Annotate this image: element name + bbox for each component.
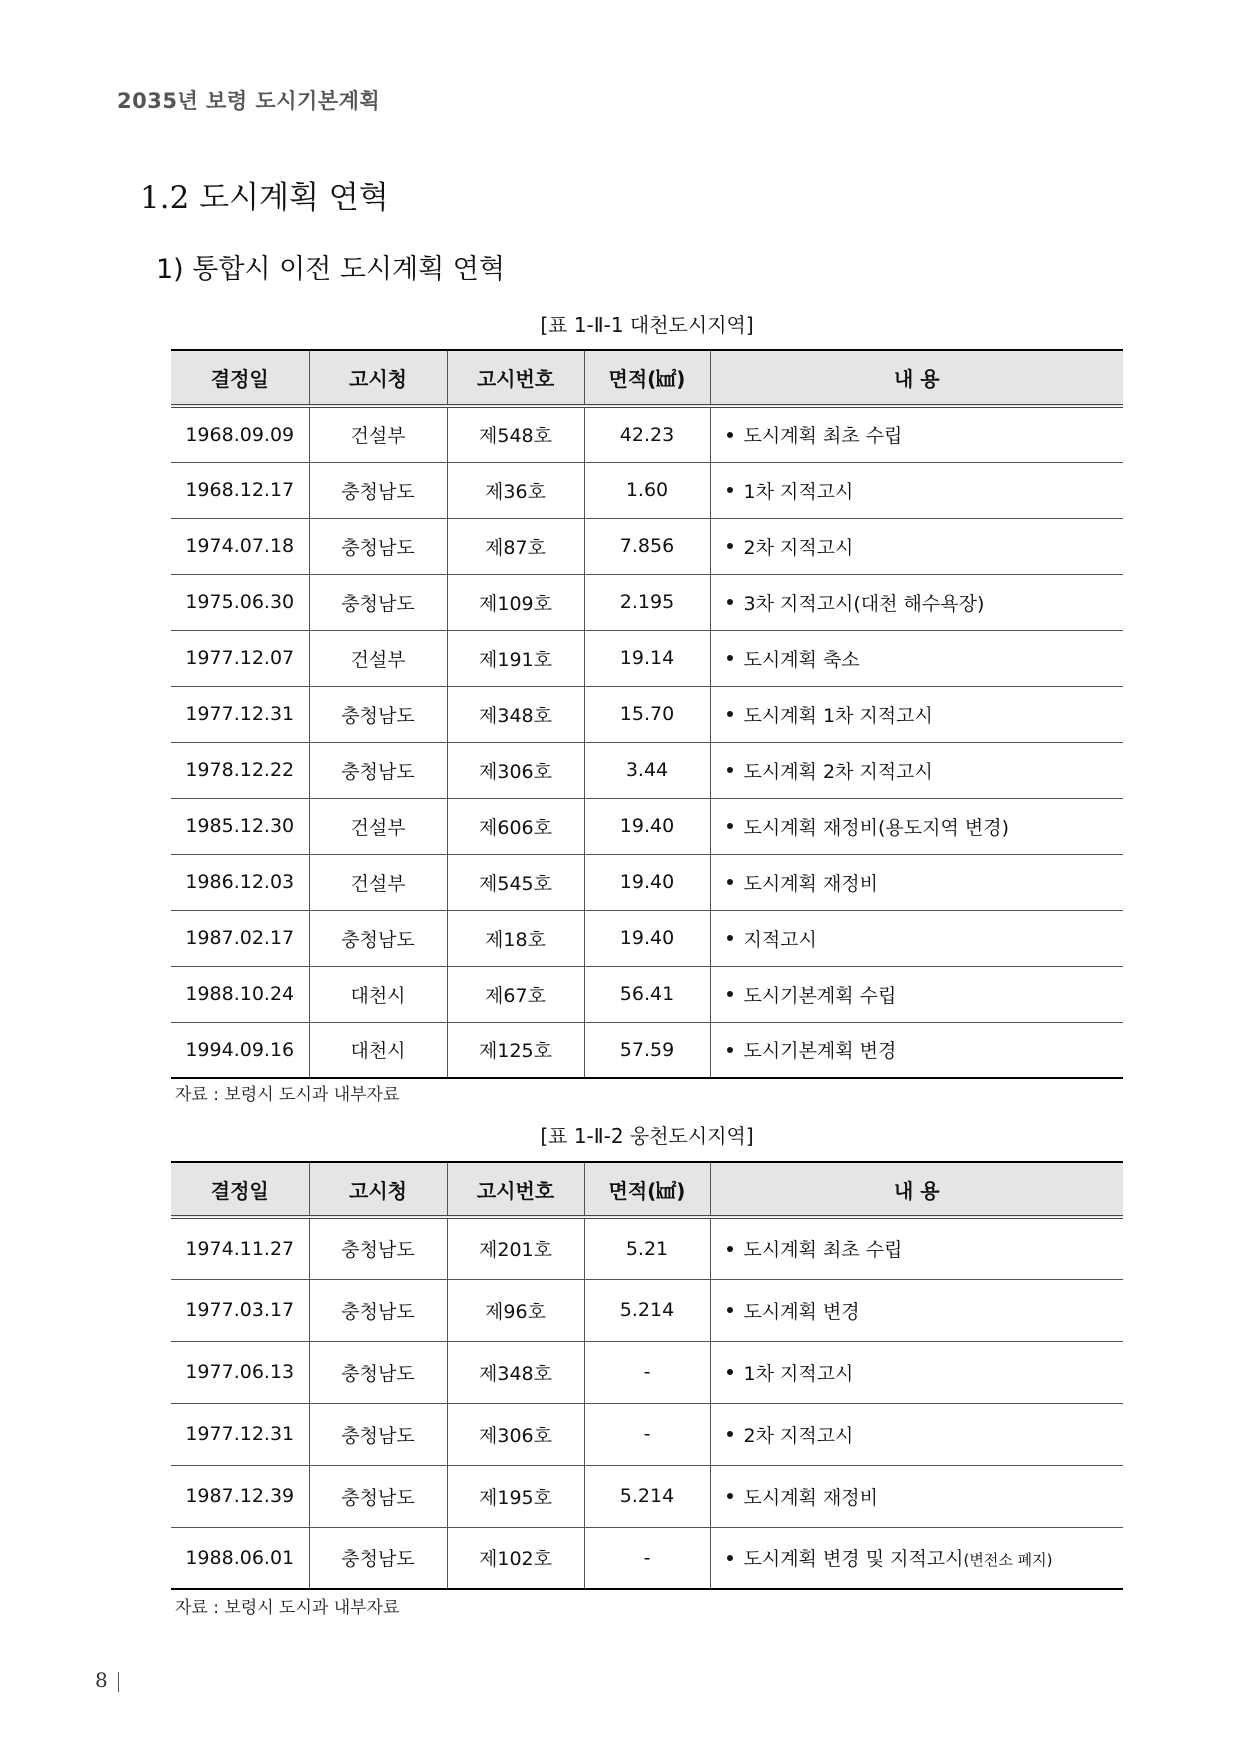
bullet-icon <box>727 935 733 941</box>
cell-area: 19.40 <box>584 910 710 966</box>
bullet-icon <box>727 1555 733 1561</box>
cell-authority: 건설부 <box>309 798 447 854</box>
cell-content <box>710 1527 1123 1589</box>
content-text: 지적고시 <box>743 928 817 951</box>
table-row <box>171 1217 1123 1279</box>
cell-notice-no: 제96호 <box>447 1279 584 1341</box>
cell-authority: 충청남도 <box>309 742 447 798</box>
data-table <box>171 1161 1123 1590</box>
column-header-area: 면적(㎢) <box>584 1162 710 1217</box>
cell-notice-no: 제201호 <box>447 1217 584 1279</box>
column-header-content: 내 용 <box>710 1162 1123 1217</box>
cell-authority: 충청남도 <box>309 1341 447 1403</box>
cell-date: 1974.11.27 <box>185 1237 295 1260</box>
cell-content <box>710 854 1123 910</box>
cell-area: - <box>584 1403 710 1465</box>
bullet-icon <box>727 711 733 717</box>
column-header-area: 면적(㎢) <box>584 350 710 406</box>
column-header-content: 내 용 <box>710 350 1123 406</box>
content-text: 도시계획 최초 수립 <box>743 1239 903 1262</box>
content-text: 도시기본계획 변경 <box>743 1040 897 1063</box>
cell-content <box>710 630 1123 686</box>
section-title: 1.2 도시계획 연혁 <box>140 180 389 216</box>
bullet-icon <box>727 599 733 605</box>
table-row <box>171 798 1123 854</box>
cell-authority: 충청남도 <box>309 518 447 574</box>
content-text: 도시계획 재정비(용도지역 변경) <box>743 816 1010 839</box>
data-table <box>171 349 1123 1079</box>
cell-notice-no: 제348호 <box>447 1341 584 1403</box>
table-row <box>171 518 1123 574</box>
cell-content <box>710 462 1123 518</box>
bullet-icon <box>727 1493 733 1499</box>
cell-area: 5.214 <box>584 1279 710 1341</box>
cell-date: 1977.12.31 <box>171 1403 309 1465</box>
table-row <box>171 630 1123 686</box>
cell-date: 1975.06.30 <box>171 574 309 630</box>
table-source-note: 자료 : 보령시 도시과 내부자료 <box>175 1085 400 1105</box>
bullet-icon <box>727 1431 733 1437</box>
content-text: 도시계획 축소 <box>743 648 860 671</box>
content-note: (변전소 폐지) <box>963 1551 1053 1570</box>
cell-area: 1.60 <box>584 462 710 518</box>
column-header-authority: 고시청 <box>309 1162 447 1217</box>
cell-area: 3.44 <box>584 742 710 798</box>
cell-notice-no: 제306호 <box>447 1403 584 1465</box>
bullet-icon <box>727 1246 733 1252</box>
cell-authority: 대천시 <box>309 1022 447 1078</box>
table-row <box>171 742 1123 798</box>
cell-notice-no: 제87호 <box>447 518 584 574</box>
cell-notice-no: 제548호 <box>447 406 584 462</box>
content-text: 도시계획 변경 및 지적고시 <box>743 1548 964 1571</box>
cell-area: 56.41 <box>584 966 710 1022</box>
cell-content <box>710 1217 1123 1279</box>
table-row <box>171 1341 1123 1403</box>
page-number: 8 <box>95 1668 108 1692</box>
cell-authority: 충청남도 <box>309 1217 447 1279</box>
bullet-icon <box>727 1369 733 1375</box>
table-caption: [표 1-Ⅱ-1 대천도시지역] <box>540 313 754 337</box>
bullet-icon <box>727 432 733 438</box>
cell-notice-no: 제67호 <box>447 966 584 1022</box>
column-header-notice-no: 고시번호 <box>447 1162 584 1217</box>
cell-date: 1986.12.03 <box>171 854 309 910</box>
cell-content <box>710 1403 1123 1465</box>
bullet-icon <box>727 655 733 661</box>
cell-date: 1987.02.17 <box>171 910 309 966</box>
cell-area: - <box>584 1341 710 1403</box>
cell-date: 1978.12.22 <box>171 742 309 798</box>
bullet-icon <box>727 487 733 493</box>
cell-date: 1977.06.13 <box>171 1341 309 1403</box>
table-header-row <box>171 1162 1123 1217</box>
column-header-authority: 고시청 <box>309 350 447 406</box>
content-text: 도시계획 1차 지적고시 <box>743 704 933 727</box>
column-header-notice-no: 고시번호 <box>447 350 584 406</box>
cell-content <box>710 742 1123 798</box>
cell-date: 1988.06.01 <box>171 1527 309 1589</box>
page-footer <box>95 1668 119 1692</box>
table-row <box>171 854 1123 910</box>
bullet-icon <box>727 823 733 829</box>
cell-date: 1985.12.30 <box>171 798 309 854</box>
cell-notice-no: 제191호 <box>447 630 584 686</box>
cell-content <box>710 574 1123 630</box>
cell-notice-no: 제18호 <box>447 910 584 966</box>
content-text: 3차 지적고시(대천 해수욕장) <box>743 592 985 615</box>
bullet-icon <box>727 767 733 773</box>
bullet-icon <box>727 1307 733 1313</box>
cell-content <box>710 1279 1123 1341</box>
bullet-icon <box>727 1047 733 1053</box>
cell-authority: 대천시 <box>309 966 447 1022</box>
cell-notice-no: 제348호 <box>447 686 584 742</box>
bullet-icon <box>727 991 733 997</box>
cell-date: 1974.07.18 <box>171 518 309 574</box>
table-row <box>171 1465 1123 1527</box>
content-text: 도시계획 최초 수립 <box>743 425 903 448</box>
cell-authority: 충청남도 <box>309 462 447 518</box>
running-title: 2035년 보령 도시기본계획 <box>117 89 381 113</box>
cell-authority: 충청남도 <box>309 1279 447 1341</box>
table-row <box>171 966 1123 1022</box>
cell-area: 19.40 <box>584 798 710 854</box>
cell-content <box>710 686 1123 742</box>
cell-date: 1968.09.09 <box>185 423 295 446</box>
cell-area: - <box>584 1527 710 1589</box>
cell-notice-no: 제545호 <box>447 854 584 910</box>
table-row <box>171 1279 1123 1341</box>
cell-date: 1988.10.24 <box>171 966 309 1022</box>
cell-content <box>710 798 1123 854</box>
table-header-row <box>171 350 1123 406</box>
cell-notice-no: 제125호 <box>447 1022 584 1078</box>
cell-date: 1977.03.17 <box>171 1279 309 1341</box>
cell-notice-no: 제36호 <box>447 462 584 518</box>
cell-authority: 충청남도 <box>309 1403 447 1465</box>
cell-notice-no: 제306호 <box>447 742 584 798</box>
table-row <box>171 406 1123 462</box>
cell-notice-no: 제102호 <box>447 1527 584 1589</box>
cell-area: 42.23 <box>584 406 710 462</box>
table-row <box>171 1022 1123 1078</box>
cell-area: 57.59 <box>584 1022 710 1078</box>
cell-area: 7.856 <box>584 518 710 574</box>
cell-area: 19.14 <box>584 630 710 686</box>
table-source-note: 자료 : 보령시 도시과 내부자료 <box>175 1598 400 1618</box>
cell-authority: 충청남도 <box>309 1527 447 1589</box>
cell-content <box>710 406 1123 462</box>
bullet-icon <box>727 543 733 549</box>
cell-authority: 충청남도 <box>309 574 447 630</box>
table-row <box>171 462 1123 518</box>
table-row <box>171 1403 1123 1465</box>
content-text: 2차 지적고시 <box>743 536 854 559</box>
cell-area: 15.70 <box>584 686 710 742</box>
cell-content <box>710 1465 1123 1527</box>
cell-authority: 건설부 <box>309 406 447 462</box>
cell-authority: 건설부 <box>309 630 447 686</box>
bullet-icon <box>727 879 733 885</box>
content-text: 1차 지적고시 <box>743 480 854 503</box>
column-header-date: 결정일 <box>171 1162 309 1217</box>
cell-area: 5.21 <box>584 1217 710 1279</box>
table-row <box>171 686 1123 742</box>
cell-date: 1977.12.07 <box>171 630 309 686</box>
content-text: 도시계획 변경 <box>743 1300 860 1323</box>
cell-authority: 충청남도 <box>309 910 447 966</box>
cell-area: 19.40 <box>584 854 710 910</box>
content-text: 도시계획 재정비 <box>743 1486 879 1509</box>
cell-area: 5.214 <box>584 1465 710 1527</box>
content-text: 1차 지적고시 <box>743 1362 854 1385</box>
page-separator <box>118 1672 119 1692</box>
content-text: 2차 지적고시 <box>743 1424 854 1447</box>
table-row <box>171 574 1123 630</box>
cell-content <box>710 1022 1123 1078</box>
cell-content <box>710 910 1123 966</box>
cell-date: 1987.12.39 <box>171 1465 309 1527</box>
cell-date: 1994.09.16 <box>171 1022 309 1078</box>
cell-notice-no: 제195호 <box>447 1465 584 1527</box>
cell-date: 1968.12.17 <box>171 462 309 518</box>
table-row <box>171 1527 1123 1589</box>
column-header-date: 결정일 <box>171 350 309 406</box>
cell-content <box>710 1341 1123 1403</box>
content-text: 도시계획 재정비 <box>743 872 879 895</box>
table-caption: [표 1-Ⅱ-2 웅천도시지역] <box>540 1124 754 1148</box>
table-row <box>171 910 1123 966</box>
cell-content <box>710 966 1123 1022</box>
cell-notice-no: 제606호 <box>447 798 584 854</box>
cell-authority: 충청남도 <box>309 1465 447 1527</box>
cell-content <box>710 518 1123 574</box>
cell-authority: 건설부 <box>309 854 447 910</box>
cell-notice-no: 제109호 <box>447 574 584 630</box>
content-text: 도시계획 2차 지적고시 <box>743 760 933 783</box>
cell-area: 2.195 <box>584 574 710 630</box>
cell-date: 1977.12.31 <box>171 686 309 742</box>
cell-authority: 충청남도 <box>309 686 447 742</box>
subsection-title: 1) 통합시 이전 도시계획 연혁 <box>156 254 505 285</box>
content-text: 도시기본계획 수립 <box>743 984 897 1007</box>
